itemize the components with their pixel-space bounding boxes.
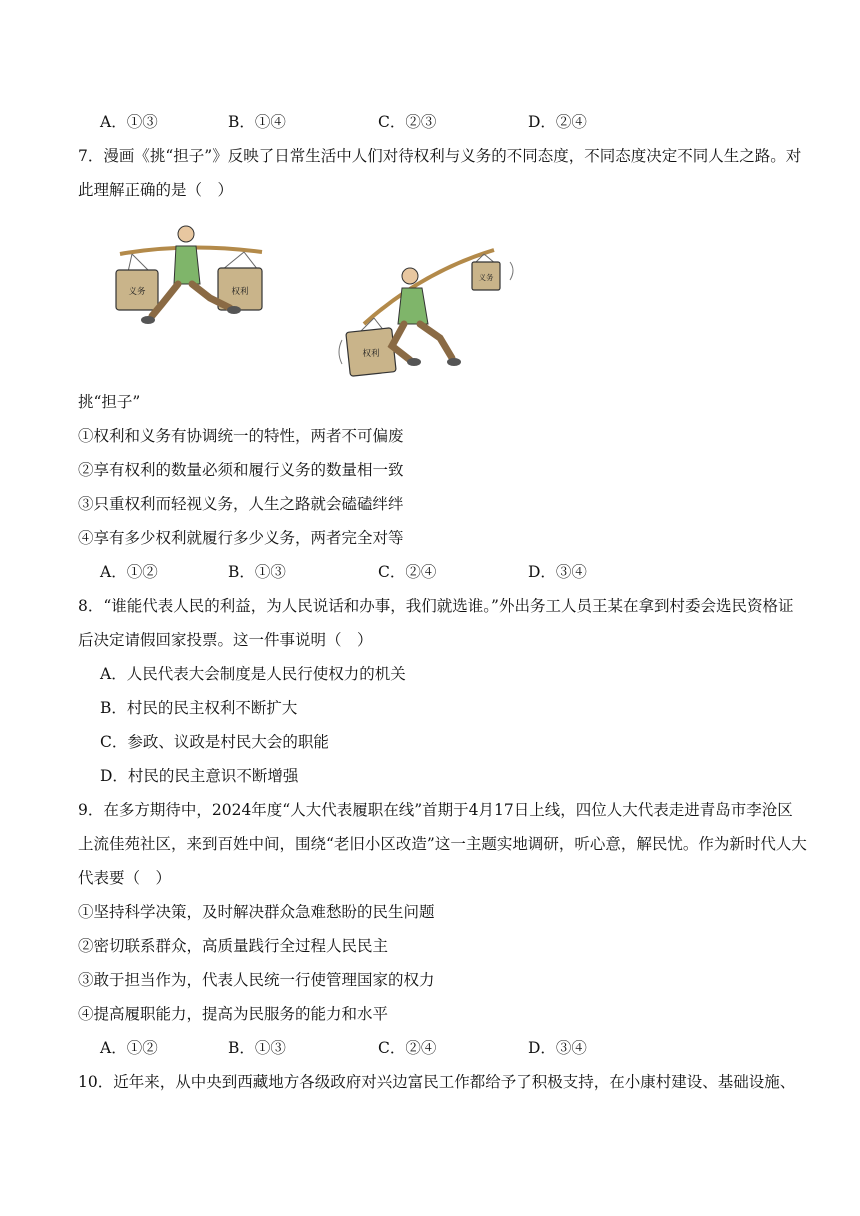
q9-statement-3: ③敢于担当作为，代表人民统一行使管理国家的权力 xyxy=(78,971,435,989)
q9-option-b[interactable]: B．①③ xyxy=(228,1039,286,1057)
q8-stem-line1: 8．“谁能代表人民的利益，为人民说话和办事，我们就选谁。”外出务工人员王某在拿到村委会选民资格证 xyxy=(78,597,794,615)
q6-option-a[interactable]: A．①③ xyxy=(100,113,158,131)
q6-option-c[interactable]: C．②③ xyxy=(378,113,437,131)
q8-option-c[interactable]: C．参政、议政是村民大会的职能 xyxy=(100,733,329,751)
q7-option-c[interactable]: C．②④ xyxy=(378,563,437,581)
cartoon-illustration xyxy=(92,212,522,384)
q7-option-a[interactable]: A．①② xyxy=(100,563,158,581)
q7-statement-3: ③只重权利而轻视义务，人生之路就会磕磕绊绊 xyxy=(78,495,404,513)
q9-stem-line2: 上流佳苑社区，来到百姓中间，围绕“老旧小区改造”这一主题实地调研，听心意，解民忧。作为新时代人大 xyxy=(78,835,807,853)
cartoon-figure xyxy=(92,212,522,384)
q9-option-c[interactable]: C．②④ xyxy=(378,1039,437,1057)
q7-stem-line2: 此理解正确的是（ ） xyxy=(78,181,234,199)
balanced-carrier-scene xyxy=(116,226,262,324)
q7-statement-2: ②享有权利的数量必须和履行义务的数量相一致 xyxy=(78,461,404,479)
q9-stem-line1: 9．在多方期待中，2024年度“人大代表履职在线”首期于4月17日上线，四位人大代表走进青岛市李沧区 xyxy=(78,801,793,819)
q7-statement-4: ④享有多少权利就履行多少义务，两者完全对等 xyxy=(78,529,404,547)
q9-statement-2: ②密切联系群众，高质量践行全过程人民民主 xyxy=(78,937,389,955)
q7-option-b[interactable]: B．①③ xyxy=(228,563,286,581)
q9-statement-4: ④提高履职能力，提高为民服务的能力和水平 xyxy=(78,1005,389,1023)
left-basket-label-1: 义务 xyxy=(128,287,146,297)
q7-figure-caption: 挑“担子” xyxy=(78,393,141,411)
q9-option-a[interactable]: A．①② xyxy=(100,1039,158,1057)
q7-statement-1: ①权利和义务有协调统一的特性，两者不可偏废 xyxy=(78,427,404,445)
q9-stem-line3: 代表要（ ） xyxy=(78,869,172,887)
q8-option-a[interactable]: A．人民代表大会制度是人民行使权力的机关 xyxy=(100,665,406,683)
q8-option-d[interactable]: D．村民的民主意识不断增强 xyxy=(100,767,299,785)
unbalanced-carrier-scene xyxy=(339,250,513,376)
right-basket-label-light: 义务 xyxy=(478,273,494,282)
q8-stem-line2: 后决定请假回家投票。这一件事说明（ ） xyxy=(78,631,373,649)
q10-stem-line1: 10．近年来，从中央到西藏地方各级政府对兴边富民工作都给予了积极支持，在小康村建设、基础设施、 xyxy=(78,1073,796,1091)
q7-stem-line1: 7．漫画《挑“担子”》反映了日常生活中人们对待权利与义务的不同态度，不同态度决定不同人生之路。对 xyxy=(78,147,802,165)
q7-option-d[interactable]: D．③④ xyxy=(528,563,587,581)
q9-option-d[interactable]: D．③④ xyxy=(528,1039,587,1057)
left-basket-label-2: 权利 xyxy=(231,287,249,297)
q9-statement-1: ①坚持科学决策，及时解决群众急难愁盼的民生问题 xyxy=(78,903,435,921)
q6-option-d[interactable]: D．②④ xyxy=(528,113,587,131)
q8-option-b[interactable]: B．村民的民主权利不断扩大 xyxy=(100,699,298,717)
q6-option-b[interactable]: B．①④ xyxy=(228,113,286,131)
right-basket-label-heavy: 权利 xyxy=(362,349,380,359)
